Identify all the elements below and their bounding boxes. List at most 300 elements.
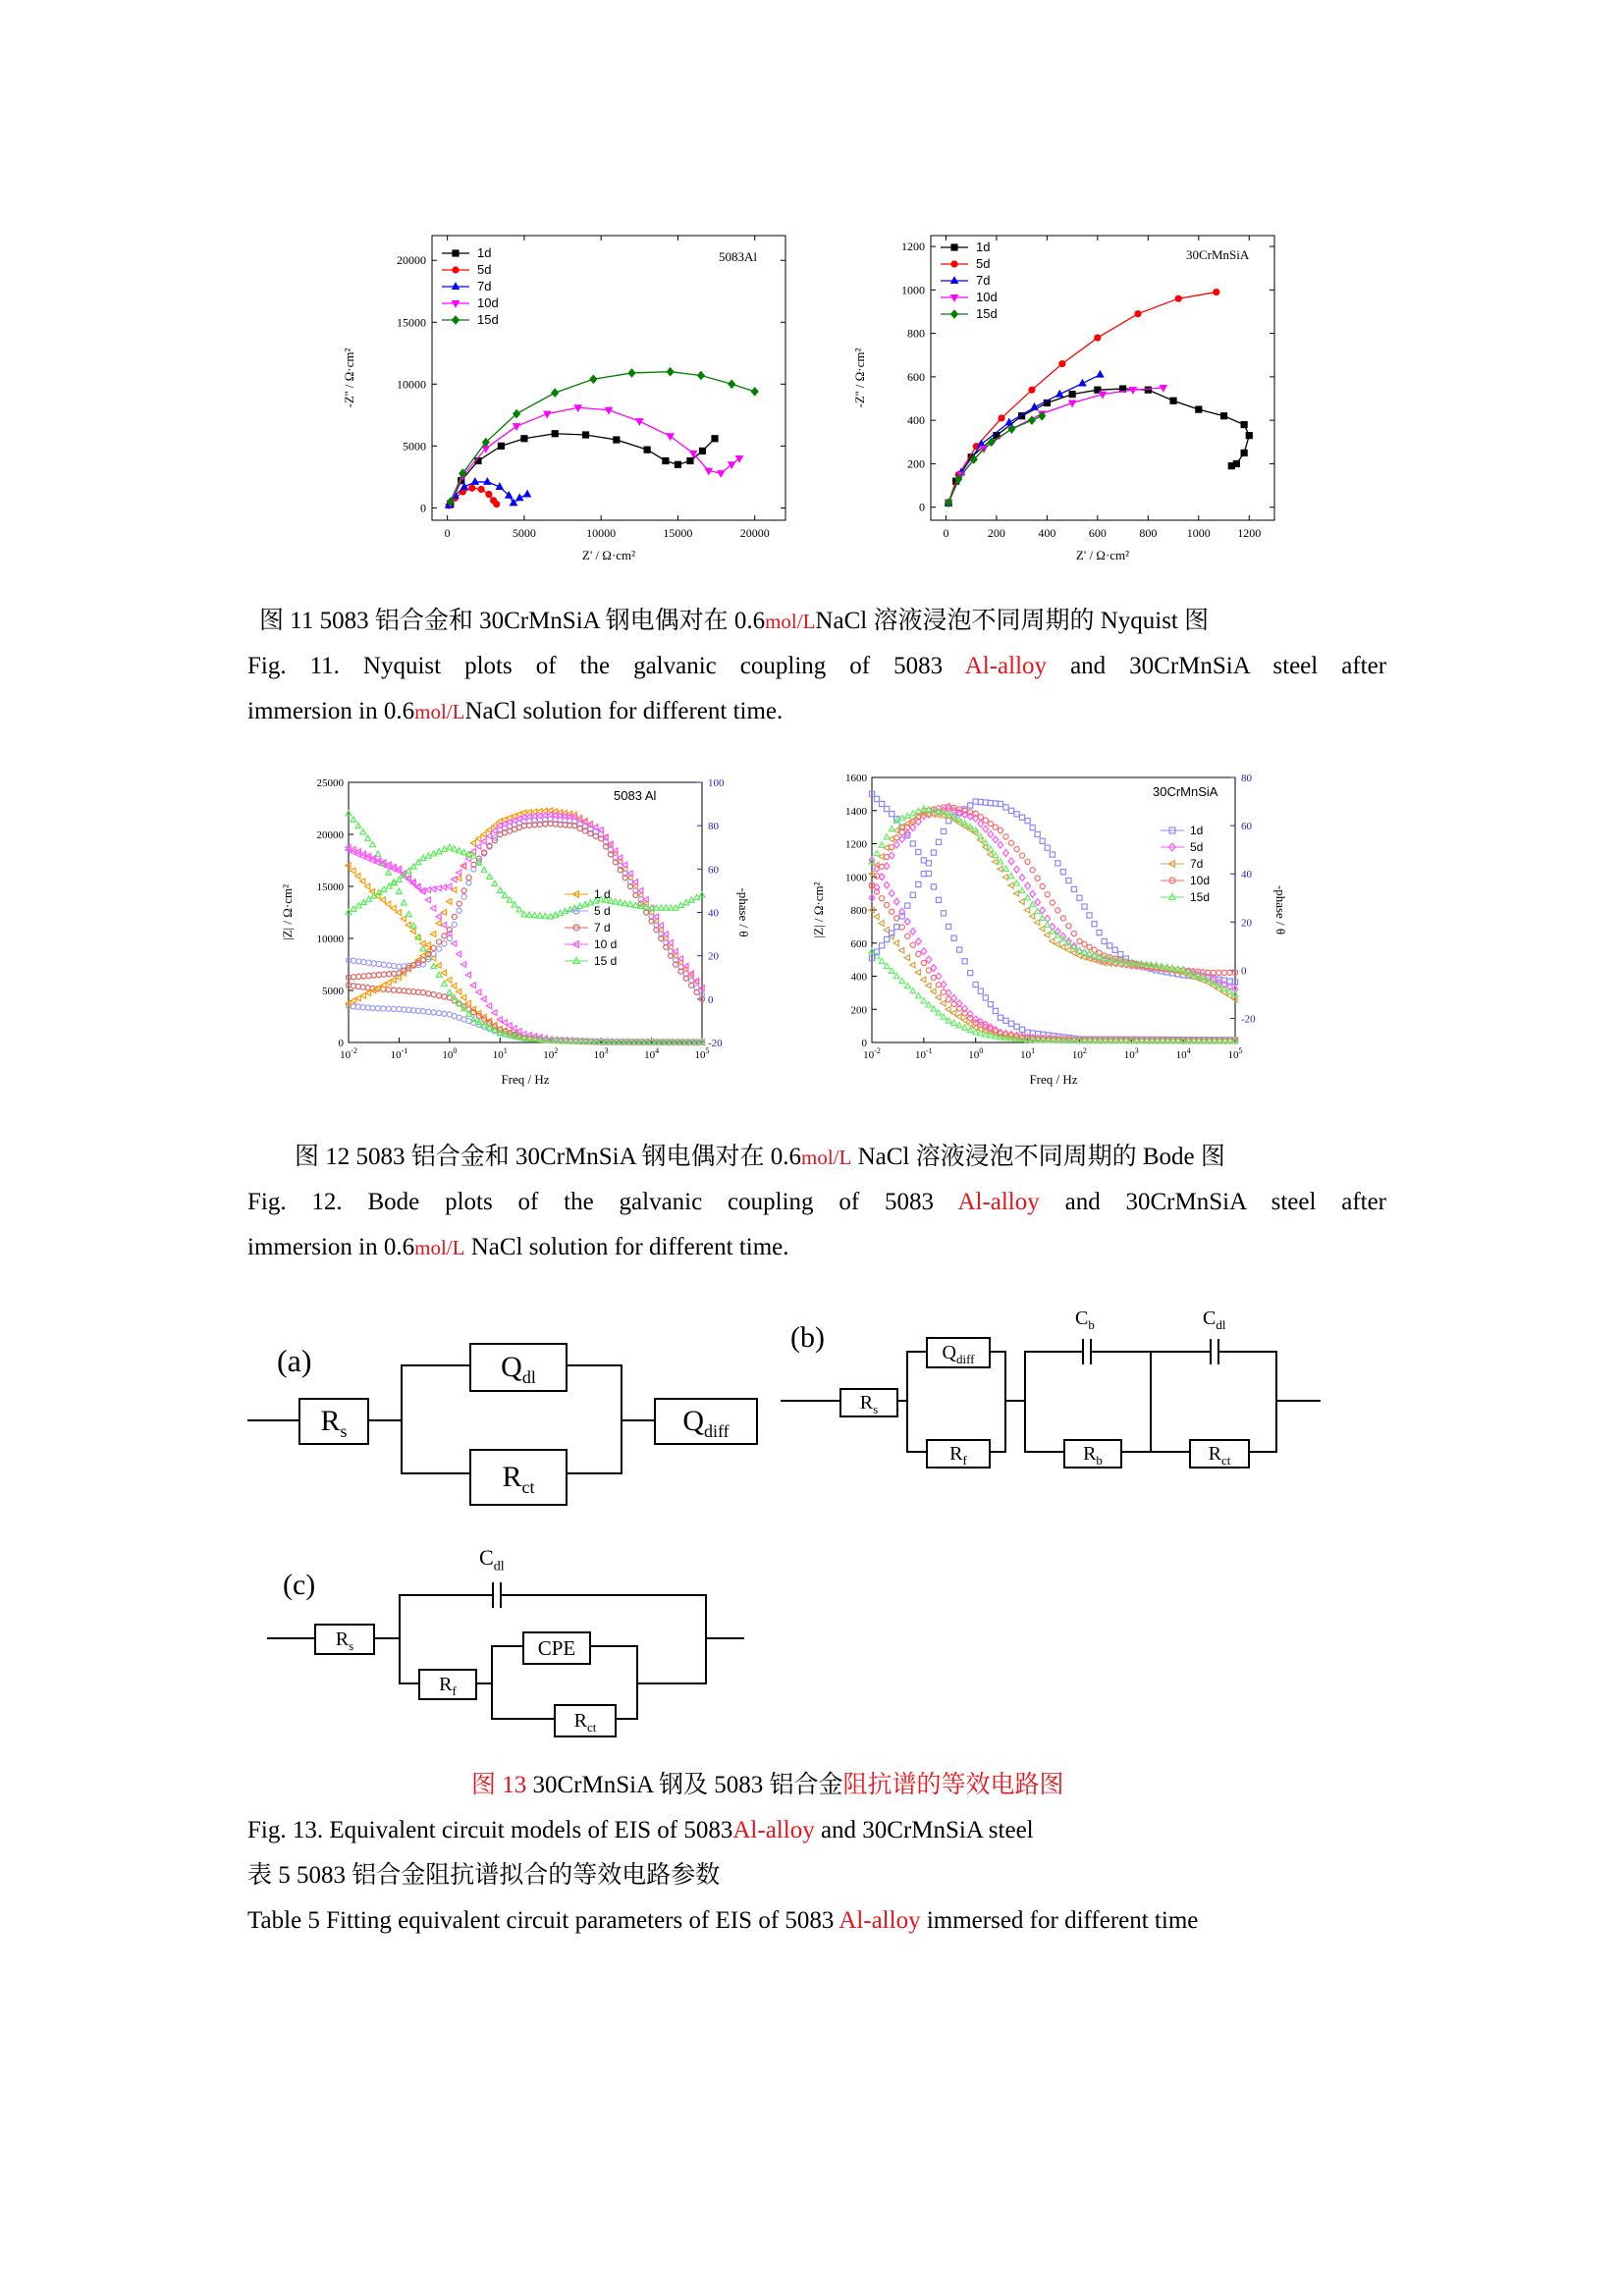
data-point — [885, 902, 890, 907]
data-point — [993, 859, 998, 865]
data-point — [618, 900, 623, 905]
data-point — [457, 870, 461, 876]
legend-label: 7d — [477, 279, 492, 294]
data-point — [410, 923, 416, 928]
data-point — [978, 799, 983, 804]
data-point — [431, 945, 436, 950]
data-point — [941, 911, 946, 916]
data-point — [1029, 914, 1034, 920]
data-point — [1003, 850, 1009, 857]
data-point — [391, 1006, 396, 1011]
data-point — [1160, 386, 1166, 392]
data-point — [588, 900, 594, 905]
data-point — [441, 970, 446, 976]
data-point — [376, 961, 381, 966]
data-point — [951, 935, 956, 940]
series-line — [948, 389, 1249, 503]
data-point — [988, 822, 993, 827]
data-point — [1025, 819, 1030, 824]
data-point — [1045, 922, 1051, 927]
x-tick-label: 1000 — [1186, 526, 1211, 540]
fig11-caption-cn: 图 11 5083 铝合金和 30CrMnSiA 钢电偶对在 0.6mol/LNaCl 溶液浸泡不同周期的 Nyquist 图 — [259, 608, 1210, 634]
data-point — [973, 799, 978, 804]
x-tick-label: 10000 — [586, 526, 617, 540]
data-point — [1014, 881, 1020, 885]
data-point — [1079, 380, 1086, 386]
circuit-c-rf: $R_f$ — [418, 1669, 477, 1700]
data-point — [361, 974, 366, 979]
data-point — [425, 887, 430, 893]
circuit-b-cb-label: $C_b$ — [1075, 1308, 1095, 1332]
data-point — [1029, 387, 1035, 393]
data-point — [1082, 904, 1087, 909]
y-tick-label: 1200 — [845, 838, 867, 851]
data-point — [751, 388, 758, 396]
phase-series-7d — [869, 811, 1237, 1002]
y2-tick-label: 80 — [1241, 773, 1252, 784]
data-point — [1071, 886, 1076, 891]
data-point — [461, 483, 468, 489]
data-point — [582, 901, 588, 906]
data-point — [437, 939, 442, 944]
y-tick-label: 0 — [420, 501, 426, 515]
circuit-b-label: (b) — [790, 1321, 825, 1354]
data-point — [905, 903, 910, 908]
x-tick-label: $10^5$ — [1227, 1046, 1243, 1061]
data-point — [1087, 913, 1092, 918]
legend-label: 7d — [976, 273, 991, 288]
data-point — [1145, 387, 1151, 393]
data-point — [441, 922, 446, 928]
data-point — [915, 938, 921, 945]
y2-tick-label: 20 — [708, 950, 719, 963]
y-tick-label: 10000 — [397, 377, 426, 392]
legend-marker — [453, 283, 460, 289]
data-point — [494, 502, 500, 507]
data-point — [1055, 941, 1059, 947]
data-point — [447, 844, 453, 849]
data-point — [486, 833, 491, 839]
data-point — [1081, 954, 1086, 960]
data-point — [1108, 943, 1112, 948]
fig11-caption-en-line1: Fig. 11. Nyquist plots of the galvanic coupling of 5083 Al-alloy and 30CrMnSiA steel after — [247, 653, 1387, 679]
data-point — [936, 839, 941, 844]
data-point — [885, 936, 890, 941]
data-point — [1077, 948, 1083, 953]
data-point — [486, 828, 491, 833]
data-point — [355, 903, 361, 908]
data-point — [899, 829, 904, 834]
data-point — [1035, 920, 1040, 926]
data-point — [1060, 870, 1065, 875]
data-point — [420, 855, 426, 860]
data-point — [988, 800, 993, 805]
data-point — [1097, 371, 1104, 377]
data-point — [644, 447, 650, 453]
data-point — [931, 884, 936, 889]
data-point — [442, 981, 448, 986]
y-tick-label: 20000 — [397, 253, 426, 268]
y-tick-label: 1000 — [901, 283, 925, 297]
data-point — [476, 836, 481, 842]
circuit-b-rf: $R_f$ — [926, 1439, 991, 1468]
data-point — [1040, 838, 1045, 843]
legend-marker — [951, 295, 958, 301]
data-point — [687, 457, 693, 463]
legend-marker — [951, 310, 958, 318]
data-point — [736, 456, 743, 462]
data-point — [1025, 895, 1031, 900]
data-point — [466, 876, 471, 881]
data-point — [998, 866, 1002, 872]
data-point — [1071, 931, 1076, 935]
data-point — [983, 800, 988, 805]
data-point — [1003, 805, 1008, 810]
data-point — [497, 483, 504, 489]
data-point — [431, 932, 436, 937]
data-point — [921, 977, 926, 983]
data-point — [1013, 890, 1018, 896]
data-point — [1214, 290, 1219, 295]
data-point — [1040, 915, 1046, 920]
data-point — [663, 457, 669, 463]
data-point — [470, 983, 475, 988]
data-point — [346, 863, 351, 869]
data-point — [381, 962, 386, 967]
data-point — [614, 437, 620, 443]
data-point — [1056, 391, 1063, 397]
data-point — [457, 908, 461, 913]
data-point — [1014, 812, 1019, 817]
data-point — [465, 972, 470, 978]
data-point — [941, 989, 946, 994]
data-point — [993, 852, 999, 857]
y-axis-label: -Z'' / Ω·cm² — [342, 347, 356, 408]
data-point — [627, 871, 632, 877]
data-point — [461, 849, 467, 854]
data-point — [447, 883, 452, 889]
data-point — [968, 803, 973, 808]
data-point — [1076, 953, 1081, 959]
data-point — [1050, 900, 1055, 905]
data-point — [988, 846, 994, 851]
data-point — [1135, 311, 1141, 317]
data-point — [469, 485, 475, 491]
fig11-caption-en-line2: immersion in 0.6mol/LNaCl solution for different time. — [247, 698, 784, 724]
x-tick-label: $10^{-1}$ — [390, 1046, 408, 1061]
data-point — [910, 988, 916, 993]
data-point — [476, 989, 481, 995]
data-point — [1003, 1018, 1008, 1023]
data-point — [1008, 882, 1013, 888]
data-point — [926, 861, 931, 866]
chart-title: 30CrMnSiA — [1186, 247, 1250, 262]
data-point — [1019, 1027, 1024, 1032]
bode-5083al-svg — [280, 771, 771, 1109]
table5-caption-cn: 表 5 5083 铝合金阻抗谱拟合的等效电路参数 — [247, 1862, 721, 1889]
data-point — [962, 959, 967, 964]
data-point — [574, 405, 581, 411]
circuit-a-label: (a) — [277, 1343, 312, 1378]
data-point — [946, 997, 950, 1002]
data-point — [461, 894, 466, 899]
data-point — [391, 905, 396, 911]
data-point — [628, 369, 635, 377]
data-point — [936, 973, 942, 980]
data-point — [457, 951, 461, 957]
y2-tick-label: 60 — [708, 864, 719, 877]
data-point — [643, 896, 648, 902]
table5-caption-en: Table 5 Fitting equivalent circuit parameters of EIS of 5083 Al-alloy immersed for different time — [247, 1907, 1199, 1934]
legend-marker — [951, 261, 957, 267]
data-point — [879, 958, 885, 963]
data-point — [392, 963, 397, 968]
data-point — [526, 814, 531, 820]
y-tick-label: 600 — [907, 369, 925, 384]
data-point — [1030, 825, 1035, 829]
data-point — [436, 914, 441, 920]
data-point — [633, 902, 639, 907]
fig12-caption-en-line1: Fig. 12. Bode plots of the galvanic coupling of 5083 Al-alloy and 30CrMnSiA steel after — [247, 1189, 1387, 1215]
data-point — [1030, 868, 1035, 873]
data-point — [910, 929, 916, 935]
series-line — [451, 407, 739, 503]
y2-tick-label: -20 — [708, 1038, 723, 1049]
nyquist-5083al-svg — [324, 224, 805, 567]
x-tick-label: 5000 — [512, 526, 536, 540]
data-point — [998, 828, 1002, 832]
data-point — [667, 434, 674, 440]
data-point — [371, 973, 376, 978]
x-tick-label: 0 — [943, 526, 949, 540]
data-point — [537, 913, 543, 918]
data-point — [492, 828, 497, 834]
y-tick-label: 800 — [850, 905, 867, 917]
data-point — [983, 995, 988, 1000]
data-point — [1066, 924, 1071, 929]
data-point — [371, 961, 376, 966]
circuit-b-rb: $R_b$ — [1063, 1439, 1122, 1468]
data-point — [466, 881, 471, 885]
data-point — [915, 970, 920, 976]
y-tick-label: 400 — [907, 413, 925, 428]
data-point — [926, 956, 932, 963]
data-point — [356, 959, 361, 964]
data-point — [921, 998, 927, 1003]
data-point — [1071, 950, 1076, 956]
circuit-a-qdiff: $Q_{diff}$ — [654, 1398, 758, 1445]
data-point — [351, 998, 355, 1004]
x-tick-label: 600 — [1088, 526, 1107, 540]
y-axis-label: |Z| / Ω·cm² — [811, 881, 826, 938]
data-point — [478, 486, 484, 492]
data-point — [481, 831, 486, 837]
data-point — [941, 828, 946, 833]
data-point — [941, 1000, 946, 1006]
phase-series-1d — [869, 799, 1237, 985]
data-point — [366, 973, 371, 978]
data-point — [884, 927, 889, 933]
legend-label: 15 d — [594, 954, 618, 968]
data-point — [436, 921, 441, 927]
data-point — [381, 1006, 386, 1011]
circuit-b — [781, 1296, 1330, 1472]
x-tick-label: $10^2$ — [543, 1046, 559, 1061]
x-tick-label: 20000 — [739, 526, 770, 540]
data-point — [516, 495, 523, 501]
circuit-c-cdl-label: $C_{dl}$ — [479, 1545, 505, 1575]
data-point — [999, 415, 1004, 421]
data-point — [498, 443, 504, 449]
nyquist-plot-30crmnsia — [842, 224, 1304, 567]
data-point — [1065, 947, 1070, 953]
circuit-c-rct: $R_{ct}$ — [554, 1704, 617, 1737]
data-point — [910, 841, 915, 846]
phase-series-5d — [869, 806, 1238, 993]
data-point — [1003, 834, 1008, 839]
data-point — [962, 1025, 968, 1030]
y2-tick-label: -20 — [1241, 1013, 1256, 1026]
data-point — [998, 1015, 1002, 1020]
data-point — [931, 850, 936, 855]
data-point — [1025, 859, 1030, 864]
data-point — [879, 943, 884, 948]
legend-label: 15d — [1190, 890, 1211, 904]
data-point — [426, 1009, 431, 1014]
data-point — [386, 901, 391, 907]
data-point — [486, 492, 492, 498]
data-point — [542, 813, 547, 819]
data-point — [436, 885, 441, 891]
data-point — [471, 1017, 477, 1022]
data-point — [452, 940, 457, 946]
y-tick-label: 800 — [907, 326, 925, 341]
chart-title: 30CrMnSiA — [1153, 784, 1218, 799]
data-point — [1112, 947, 1117, 952]
data-point — [884, 881, 890, 888]
data-point — [1066, 878, 1071, 882]
data-point — [910, 825, 916, 831]
x-tick-label: 15000 — [663, 526, 693, 540]
data-point — [391, 988, 396, 992]
data-point — [447, 899, 452, 905]
data-point — [899, 947, 904, 953]
legend-marker — [453, 301, 460, 307]
data-point — [431, 1010, 436, 1015]
y2-tick-label: 40 — [708, 907, 719, 920]
circuit-c-cpe: CPE — [522, 1631, 591, 1665]
y-tick-label: 5000 — [403, 439, 426, 454]
data-point — [950, 1010, 955, 1016]
data-point — [899, 925, 904, 930]
data-point — [375, 1006, 380, 1011]
data-point — [352, 975, 356, 980]
data-point — [978, 988, 983, 993]
data-point — [638, 888, 643, 894]
data-point — [983, 818, 988, 823]
data-point — [380, 897, 385, 903]
x-tick-label: $10^4$ — [644, 1046, 660, 1061]
y-tick-label: 0 — [338, 1038, 344, 1049]
fig13-caption-cn: 图 13 30CrMnSiA 钢及 5083 铝合金阻抗谱的等效电路图 — [471, 1772, 1064, 1798]
data-point — [921, 858, 926, 863]
data-point — [426, 991, 431, 996]
data-point — [1050, 938, 1055, 944]
data-point — [425, 942, 430, 948]
data-point — [552, 389, 559, 397]
data-point — [885, 806, 890, 811]
data-point — [894, 916, 899, 921]
x-tick-label: 1200 — [1237, 526, 1262, 540]
circuit-a-rs: $R_s$ — [298, 1398, 369, 1445]
data-point — [889, 890, 894, 897]
data-point — [890, 812, 894, 817]
data-point — [1045, 933, 1050, 938]
data-point — [590, 375, 597, 383]
legend-marker — [951, 277, 958, 283]
data-point — [1170, 398, 1176, 403]
data-point — [874, 914, 879, 920]
x-tick-label: $10^0$ — [442, 1046, 458, 1061]
data-point — [1019, 853, 1024, 858]
data-point — [885, 854, 890, 859]
data-point — [442, 846, 448, 851]
bode-plot-5083al — [280, 771, 771, 1109]
data-point — [1082, 949, 1088, 954]
data-point — [1002, 875, 1007, 881]
data-point — [936, 994, 941, 1000]
data-point — [351, 906, 356, 911]
data-point — [406, 922, 410, 928]
series-10d — [447, 405, 742, 507]
data-point — [1024, 907, 1029, 913]
data-point — [1095, 335, 1101, 341]
data-point — [988, 852, 993, 858]
data-point — [893, 898, 899, 905]
data-point — [452, 877, 457, 882]
data-point — [946, 1006, 950, 1012]
data-point — [1014, 847, 1019, 852]
data-point — [396, 910, 401, 916]
data-point — [531, 814, 536, 820]
data-point — [583, 432, 589, 438]
x-axis-label: Z' / Ω·cm² — [1075, 548, 1130, 562]
series-15d — [946, 412, 1046, 507]
data-point — [548, 812, 553, 818]
data-point — [874, 850, 880, 855]
data-point — [968, 971, 973, 976]
data-point — [441, 910, 446, 916]
data-point — [931, 988, 936, 994]
y-tick-label: 1600 — [845, 773, 867, 784]
data-point — [675, 461, 680, 467]
data-point — [1100, 392, 1107, 398]
data-point — [537, 813, 542, 819]
data-point — [497, 887, 503, 892]
data-point — [1008, 874, 1014, 879]
modulus-series-7 d — [346, 983, 704, 1044]
data-point — [956, 1014, 961, 1020]
data-point — [361, 899, 367, 904]
data-point — [1217, 970, 1221, 975]
data-point — [632, 880, 637, 885]
data-point — [894, 925, 899, 930]
fig13-caption-en: Fig. 13. Equivalent circuit models of EIS of 5083Al-alloy and 30CrMnSiA steel — [247, 1817, 1034, 1843]
data-point — [452, 914, 457, 919]
y-tick-label: 10000 — [316, 934, 344, 945]
data-point — [1014, 866, 1020, 873]
data-point — [452, 995, 458, 1000]
